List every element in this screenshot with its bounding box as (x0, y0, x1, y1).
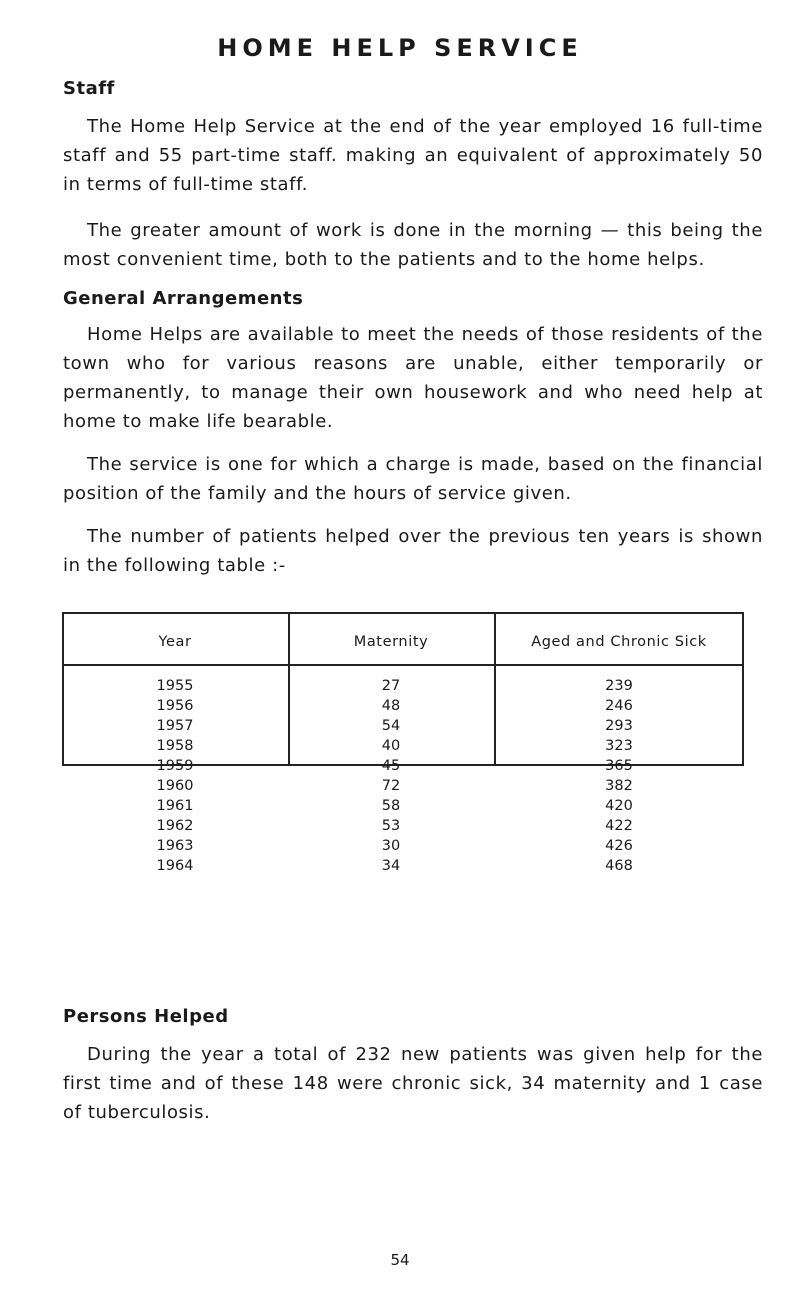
maternity-cell: 27 (381, 678, 401, 694)
year-cell: 1962 (156, 818, 194, 834)
general-paragraph-2-text: The service is one for which a charge is made, based on the financial position of the family and the hours of service given. (63, 454, 763, 504)
table-row (62, 818, 742, 838)
maternity-cell: 34 (381, 858, 401, 874)
aged-chronic-sick-cell: 468 (605, 858, 633, 874)
table-row (62, 718, 742, 738)
table-row (62, 698, 742, 718)
aged-chronic-sick-cell: 323 (605, 738, 633, 754)
maternity-cell: 40 (381, 738, 401, 754)
page-title: HOME HELP SERVICE (217, 34, 583, 62)
year-cell: 1958 (156, 738, 194, 754)
general-paragraph-3-text: The number of patients helped over the previous ten years is shown in the following table :- (63, 526, 763, 576)
aged-chronic-sick-cell: 426 (605, 838, 633, 854)
table-header-aged-chronic-sick: Aged and Chronic Sick (531, 634, 707, 650)
aged-chronic-sick-cell: 422 (605, 818, 633, 834)
general-paragraph-1 (63, 320, 763, 436)
staff-heading: Staff (63, 78, 115, 99)
year-cell: 1956 (156, 698, 194, 714)
aged-chronic-sick-cell: 382 (605, 778, 633, 794)
persons-paragraph (63, 1040, 763, 1127)
maternity-cell: 30 (381, 838, 401, 854)
page-number: 54 (390, 1251, 410, 1269)
aged-chronic-sick-cell: 420 (605, 798, 633, 814)
general-paragraph-1-text: Home Helps are available to meet the needs of those residents of the town who for various reasons are unable, either temporarily or permanently, to manage their own housework and who need help at home to make life bearable. (63, 324, 763, 432)
staff-paragraph-1 (63, 112, 763, 199)
year-cell: 1955 (156, 678, 194, 694)
aged-chronic-sick-cell: 365 (605, 758, 633, 774)
general-paragraph-2 (63, 450, 763, 508)
aged-chronic-sick-cell: 239 (605, 678, 633, 694)
table-header-maternity: Maternity (353, 634, 429, 650)
maternity-cell: 58 (381, 798, 401, 814)
maternity-cell: 48 (381, 698, 401, 714)
persons-helped-heading: Persons Helped (63, 1006, 229, 1027)
staff-paragraph-1-text: The Home Help Service at the end of the year employed 16 full-time staff and 55 part-time staff. making an equivalent of approximately 50 in terms of full-time staff. (63, 116, 763, 195)
aged-chronic-sick-cell: 293 (605, 718, 633, 734)
table-top-border (62, 612, 744, 614)
staff-paragraph-2 (63, 216, 763, 274)
staff-paragraph-2-text: The greater amount of work is done in the morning — this being the most convenient time, both to the patients and to the home helps. (63, 220, 763, 270)
table-header-year: Year (158, 634, 192, 650)
year-cell: 1961 (156, 798, 194, 814)
table-header-divider (62, 664, 744, 666)
maternity-cell: 45 (381, 758, 401, 774)
table-row (62, 838, 742, 858)
table-row (62, 738, 742, 758)
table-body (62, 678, 742, 878)
general-arrangements-heading: General Arrangements (63, 288, 304, 309)
persons-paragraph-text: During the year a total of 232 new patients was given help for the first time and of these 148 were chronic sick, 34 maternity and 1 case of tuberculosis. (63, 1044, 763, 1123)
table-row (62, 798, 742, 818)
patients-table (62, 612, 742, 874)
year-cell: 1964 (156, 858, 194, 874)
general-paragraph-3 (63, 522, 763, 580)
table-row (62, 758, 742, 778)
table-row (62, 858, 742, 878)
table-row (62, 778, 742, 798)
maternity-cell: 72 (381, 778, 401, 794)
year-cell: 1960 (156, 778, 194, 794)
aged-chronic-sick-cell: 246 (605, 698, 633, 714)
year-cell: 1959 (156, 758, 194, 774)
year-cell: 1957 (156, 718, 194, 734)
maternity-cell: 53 (381, 818, 401, 834)
maternity-cell: 54 (381, 718, 401, 734)
year-cell: 1963 (156, 838, 194, 854)
table-row (62, 678, 742, 698)
